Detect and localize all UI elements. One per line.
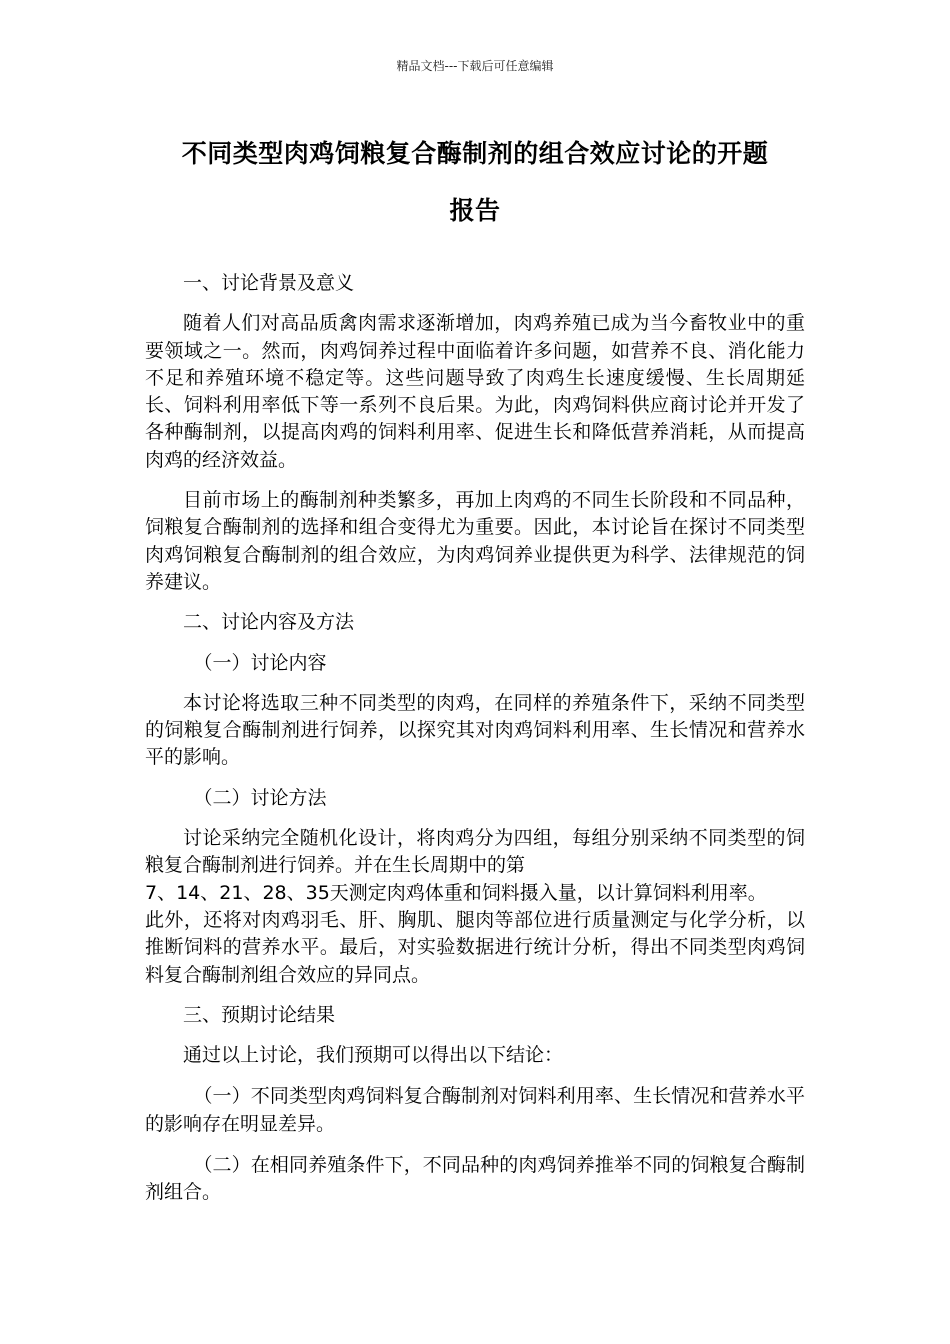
section-1-heading: 一、讨论背景及意义: [183, 272, 355, 294]
section-2-heading: 二、讨论内容及方法: [183, 611, 355, 634]
section-3-conclusion-1: （一）不同类型肉鸡饲料复合酶制剂对饲料利用率、生长情况和营养水平的影响存在明显差异。: [145, 1085, 805, 1135]
section-3-intro: 通过以上讨论，我们预期可以得出以下结论：: [183, 1044, 564, 1067]
section-2-subheading-2: （二）讨论方法: [193, 786, 327, 809]
method-text-part-1: 讨论采纳完全随机化设计，将肉鸡分为四组，每组分别采纳不同类型的饲粮复合酶制剂进行饲养。并在生长周期中的第: [145, 827, 805, 877]
section-1-paragraph-1: 随着人们对高品质禽肉需求逐渐增加，肉鸡养殖已成为当今畜牧业中的重要领域之一。然而，肉鸡饲养过程中面临着许多问题，如营养不良、消化能力不足和养殖环境不稳定等。这些问题导致了肉鸡生长速度缓慢、生长周期延长、饲料利用率低下等一系列不良后果。为此，肉鸡饲料供应商讨论并开发了各种酶制剂，以提高肉鸡的饲料利用率、促进生长和降低营养消耗，从而提高肉鸡的经济效益。: [145, 312, 805, 471]
method-text-part-2: 7、14、21、28、35天测定肉鸡体重和饲料摄入量，以计算饲料利用率。: [145, 881, 767, 904]
section-3-heading: 三、预期讨论结果: [183, 1003, 336, 1026]
section-3-conclusion-2: （二）在相同养殖条件下，不同品种的肉鸡饲养推举不同的饲粮复合酶制剂组合。: [145, 1154, 805, 1204]
method-text-part-3: 此外，还将对肉鸡羽毛、肝、胸肌、腿肉等部位进行质量测定与化学分析，以推断饲料的营养水平。最后，对实验数据进行统计分析，得出不同类型肉鸡饲料复合酶制剂组合效应的异同点。: [145, 908, 805, 986]
section-2-content-paragraph: 本讨论将选取三种不同类型的肉鸡，在同样的养殖条件下，采纳不同类型的饲粮复合酶制剂进行饲养，以探究其对肉鸡饲料利用率、生长情况和营养水平的影响。: [145, 691, 805, 769]
document-title-line-1: 不同类型肉鸡饲粮复合酶制剂的组合效应讨论的开题: [181, 139, 769, 168]
section-1-paragraph-2: 目前市场上的酶制剂种类繁多，再加上肉鸡的不同生长阶段和不同品种，饲粮复合酶制剂的选择和组合变得尤为重要。因此，本讨论旨在探讨不同类型肉鸡饲粮复合酶制剂的组合效应，为肉鸡饲养业提供更为科学、法律规范的饲养建议。: [145, 489, 805, 593]
header-watermark: 精品文档---下载后可任意编辑: [396, 59, 554, 73]
section-2-subheading-1: （一）讨论内容: [193, 651, 327, 674]
document-body: [145, 270, 805, 1207]
document-title-line-2: 报告: [449, 196, 501, 225]
section-2-method-paragraph: [145, 825, 805, 989]
